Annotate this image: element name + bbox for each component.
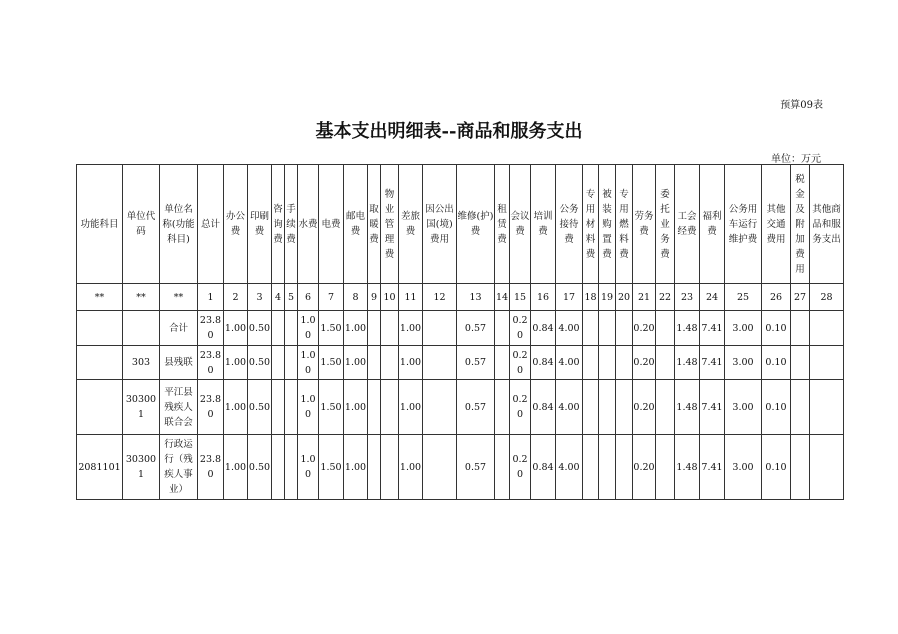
column-header: 劳务费 [633, 165, 656, 284]
table-cell: 3.00 [725, 311, 762, 346]
table-cell: 23.80 [198, 346, 224, 380]
column-index: 25 [725, 284, 762, 311]
table-cell [423, 311, 457, 346]
column-header: 维修(护)费 [457, 165, 495, 284]
table-cell: 0.50 [248, 346, 272, 380]
table-cell: 0.84 [531, 346, 556, 380]
table-cell: 1.00 [344, 346, 368, 380]
table-row [77, 311, 844, 346]
table-cell: 0.57 [457, 435, 495, 500]
column-index: 28 [810, 284, 844, 311]
table-cell: 0.57 [457, 380, 495, 435]
table-cell [583, 380, 599, 435]
table-cell [599, 346, 616, 380]
table-cell [810, 346, 844, 380]
table-cell [656, 435, 675, 500]
table-cell: 0.84 [531, 380, 556, 435]
column-header: 税金及附加费用 [791, 165, 810, 284]
column-index: 20 [616, 284, 633, 311]
table-cell: 1.00 [399, 435, 423, 500]
table-cell [381, 435, 399, 500]
table-cell: 0.50 [248, 435, 272, 500]
table-cell [285, 311, 298, 346]
form-number: 预算09表 [780, 100, 823, 111]
table-cell: 1.00 [344, 311, 368, 346]
column-index: 5 [285, 284, 298, 311]
column-index: ** [77, 284, 123, 311]
table-cell [791, 380, 810, 435]
table-cell [495, 346, 510, 380]
column-header: 咨询费 [272, 165, 285, 284]
table-cell: 1.48 [675, 380, 700, 435]
table-cell: 303001 [123, 380, 160, 435]
table-cell [381, 346, 399, 380]
column-header: 水费 [298, 165, 319, 284]
table-cell [272, 435, 285, 500]
table-cell: 0.20 [633, 380, 656, 435]
column-header: 邮电费 [344, 165, 368, 284]
table-cell [423, 435, 457, 500]
table-cell [810, 380, 844, 435]
table-cell: 7.41 [700, 311, 725, 346]
column-header: 培训费 [531, 165, 556, 284]
table-cell: 合计 [160, 311, 198, 346]
index-row [77, 284, 844, 311]
table-cell: 0.50 [248, 311, 272, 346]
table-cell [77, 346, 123, 380]
table-cell [495, 435, 510, 500]
column-header: 专用燃料费 [616, 165, 633, 284]
table-cell: 3.00 [725, 380, 762, 435]
table-cell: 0.20 [633, 346, 656, 380]
table-cell: 1.00 [344, 380, 368, 435]
column-index: 2 [224, 284, 248, 311]
table-cell [77, 311, 123, 346]
table-cell: 0.20 [510, 380, 531, 435]
table-cell: 0.50 [248, 380, 272, 435]
column-header: 单位代码 [123, 165, 160, 284]
table-cell [791, 311, 810, 346]
column-index: 7 [319, 284, 344, 311]
column-index: 6 [298, 284, 319, 311]
table-cell [616, 311, 633, 346]
column-index: 22 [656, 284, 675, 311]
page-title: 基本支出明细表--商品和服务支出 [315, 121, 583, 142]
table-cell [656, 380, 675, 435]
table-cell: 4.00 [556, 380, 583, 435]
table-cell [599, 380, 616, 435]
table-cell [381, 311, 399, 346]
table-cell: 0.20 [510, 346, 531, 380]
column-index: 13 [457, 284, 495, 311]
table-cell [583, 346, 599, 380]
column-header: 专用材料费 [583, 165, 599, 284]
table-cell: 1.50 [319, 346, 344, 380]
table-cell [77, 380, 123, 435]
column-header: 被装购置费 [599, 165, 616, 284]
table-cell [368, 346, 381, 380]
table-cell: 1.00 [224, 311, 248, 346]
column-index: 15 [510, 284, 531, 311]
table-cell: 1.00 [344, 435, 368, 500]
column-header: 功能科目 [77, 165, 123, 284]
table-cell [656, 311, 675, 346]
table-cell: 2081101 [77, 435, 123, 500]
budget-table [76, 164, 844, 500]
column-header: 电费 [319, 165, 344, 284]
table-cell: 23.80 [198, 435, 224, 500]
table-row [77, 346, 844, 380]
table-cell [272, 380, 285, 435]
table-row [77, 435, 844, 500]
column-index: 24 [700, 284, 725, 311]
table-cell: 1.50 [319, 435, 344, 500]
column-header: 公务用车运行维护费 [725, 165, 762, 284]
table-cell: 0.84 [531, 435, 556, 500]
table-cell: 平江县残疾人联合会 [160, 380, 198, 435]
table-cell [791, 435, 810, 500]
table-cell: 0.57 [457, 346, 495, 380]
column-header: 租赁费 [495, 165, 510, 284]
table-cell [616, 435, 633, 500]
table-cell: 0.10 [762, 380, 791, 435]
table-cell [272, 311, 285, 346]
table-cell: 23.80 [198, 311, 224, 346]
column-index: 18 [583, 284, 599, 311]
column-index: 23 [675, 284, 700, 311]
table-cell: 7.41 [700, 346, 725, 380]
column-index: 21 [633, 284, 656, 311]
table-cell: 1.00 [298, 380, 319, 435]
table-cell: 0.10 [762, 346, 791, 380]
table-cell [381, 380, 399, 435]
column-index: 19 [599, 284, 616, 311]
table-cell: 1.00 [399, 346, 423, 380]
table-cell: 1.48 [675, 346, 700, 380]
table-cell [423, 380, 457, 435]
table-cell: 0.10 [762, 435, 791, 500]
table-cell: 4.00 [556, 346, 583, 380]
table-cell: 1.00 [298, 311, 319, 346]
table-cell: 0.20 [510, 311, 531, 346]
column-index: ** [160, 284, 198, 311]
table-cell [810, 435, 844, 500]
column-header: 其他商品和服务支出 [810, 165, 844, 284]
table-cell: 23.80 [198, 380, 224, 435]
table-cell: 0.10 [762, 311, 791, 346]
column-header: 因公出国(境)费用 [423, 165, 457, 284]
table-cell [368, 435, 381, 500]
table-cell: 4.00 [556, 435, 583, 500]
table-cell [285, 346, 298, 380]
column-header: 总计 [198, 165, 224, 284]
column-header: 会议费 [510, 165, 531, 284]
column-header: 办公费 [224, 165, 248, 284]
table-cell [285, 380, 298, 435]
column-header: 手续费 [285, 165, 298, 284]
table-cell: 0.20 [633, 311, 656, 346]
column-header: 工会经费 [675, 165, 700, 284]
table-cell [285, 435, 298, 500]
column-header: 其他交通费用 [762, 165, 791, 284]
table-cell: 1.48 [675, 311, 700, 346]
column-index: 3 [248, 284, 272, 311]
column-header: 印刷费 [248, 165, 272, 284]
column-index: 12 [423, 284, 457, 311]
table-cell [495, 380, 510, 435]
column-index: 4 [272, 284, 285, 311]
table-cell: 303001 [123, 435, 160, 500]
table-cell [599, 435, 616, 500]
table-cell: 7.41 [700, 380, 725, 435]
table-cell [368, 311, 381, 346]
unit-label: 单位：万元 [771, 154, 821, 165]
column-index: 8 [344, 284, 368, 311]
table-cell: 0.20 [510, 435, 531, 500]
column-index: 10 [381, 284, 399, 311]
table-cell: 1.00 [399, 380, 423, 435]
table-cell [272, 346, 285, 380]
column-header: 公务接待费 [556, 165, 583, 284]
table-cell: 3.00 [725, 435, 762, 500]
column-index: 17 [556, 284, 583, 311]
table-cell: 1.00 [399, 311, 423, 346]
table-cell: 0.20 [633, 435, 656, 500]
column-index: 9 [368, 284, 381, 311]
table-cell [599, 311, 616, 346]
table-cell [583, 311, 599, 346]
column-index: ** [123, 284, 160, 311]
table-cell: 303 [123, 346, 160, 380]
table-cell: 1.50 [319, 380, 344, 435]
table-cell: 1.00 [224, 346, 248, 380]
table-cell: 1.00 [224, 380, 248, 435]
column-header: 福利费 [700, 165, 725, 284]
column-index: 16 [531, 284, 556, 311]
column-index: 27 [791, 284, 810, 311]
table-cell [656, 346, 675, 380]
column-header: 取暖费 [368, 165, 381, 284]
column-index: 11 [399, 284, 423, 311]
table-cell [791, 346, 810, 380]
table-cell: 1.00 [224, 435, 248, 500]
table-cell [616, 380, 633, 435]
column-index: 26 [762, 284, 791, 311]
table-cell: 县残联 [160, 346, 198, 380]
header-row [77, 165, 844, 284]
table-cell [810, 311, 844, 346]
table-cell [495, 311, 510, 346]
table-cell: 0.57 [457, 311, 495, 346]
table-cell [368, 380, 381, 435]
table-cell: 4.00 [556, 311, 583, 346]
table-cell: 1.48 [675, 435, 700, 500]
column-header: 单位名称(功能科目) [160, 165, 198, 284]
table-cell: 1.00 [298, 346, 319, 380]
table-cell: 1.00 [298, 435, 319, 500]
table-cell [616, 346, 633, 380]
table-row [77, 380, 844, 435]
column-header: 物业管理费 [381, 165, 399, 284]
table-cell: 7.41 [700, 435, 725, 500]
table-cell: 1.50 [319, 311, 344, 346]
table-cell: 0.84 [531, 311, 556, 346]
table-cell: 3.00 [725, 346, 762, 380]
column-header: 委托业务费 [656, 165, 675, 284]
table-cell [423, 346, 457, 380]
column-index: 14 [495, 284, 510, 311]
table-cell [583, 435, 599, 500]
table-cell [123, 311, 160, 346]
column-header: 差旅费 [399, 165, 423, 284]
table-cell: 行政运行（残疾人事业） [160, 435, 198, 500]
column-index: 1 [198, 284, 224, 311]
